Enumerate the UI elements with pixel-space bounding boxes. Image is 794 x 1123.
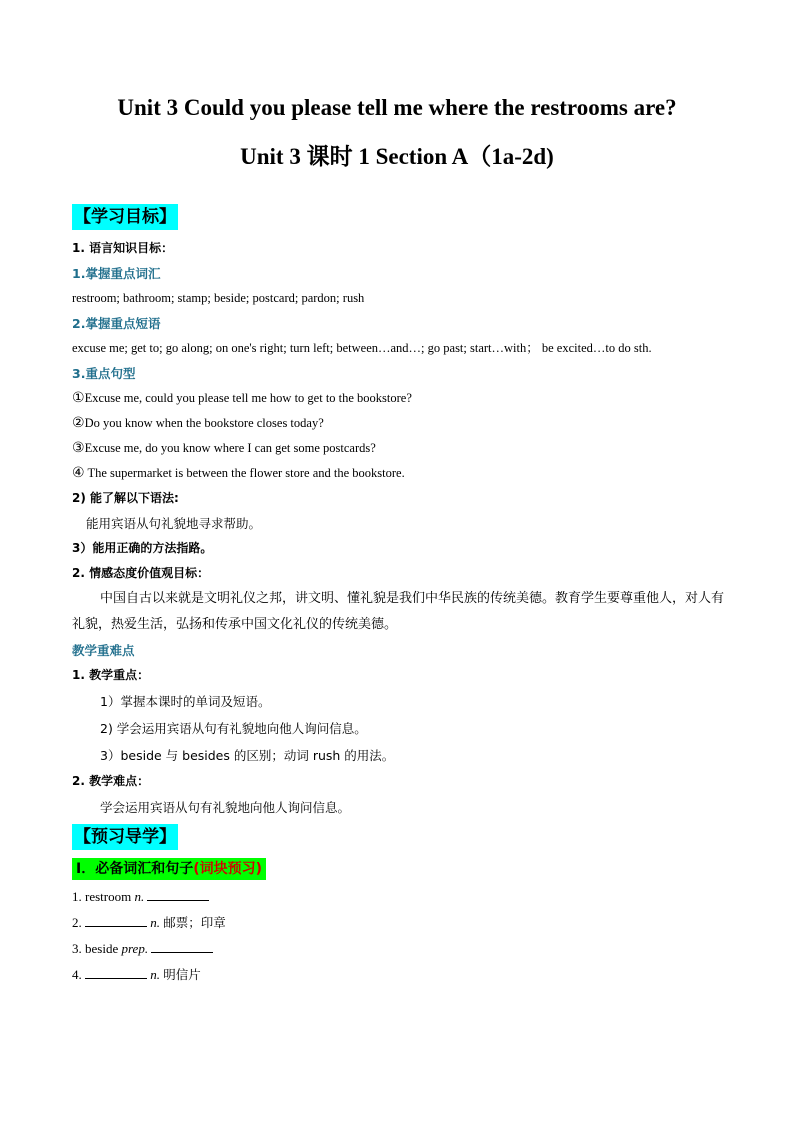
vocab-exercise xyxy=(72,884,732,988)
vocab-item: 3. beside prep. xyxy=(72,936,732,962)
section-heading-preview: 【预习导学】 xyxy=(72,824,178,850)
key-point-item: 3）beside 与 besides 的区别；动词 rush 的用法。 xyxy=(100,748,395,763)
vocab-heading: 1.掌握重点词汇 xyxy=(72,266,161,281)
sentence-item: ①Excuse me, could you please tell me how to get to the bookstore? xyxy=(72,390,412,406)
difficult-heading: 2. 教学难点： xyxy=(72,774,150,788)
sentence-item: ②Do you know when the bookstore closes today? xyxy=(72,415,324,431)
sentence-item: ③Excuse me, do you know where I can get some postcards? xyxy=(72,440,376,456)
section-heading-goals: 【学习目标】 xyxy=(72,204,178,230)
key-sentences xyxy=(72,386,732,486)
key-point-item: 2) 学会运用宾语从句有礼貌地向他人询问信息。 xyxy=(100,721,367,736)
vocab-item: 1. restroom n. xyxy=(72,884,732,910)
vocab-item: 4. n. 明信片 xyxy=(72,967,201,982)
answer-blank[interactable] xyxy=(151,941,213,953)
answer-blank[interactable] xyxy=(85,915,147,927)
sentences-heading: 3.重点句型 xyxy=(72,366,136,381)
phrases-heading: 2.掌握重点短语 xyxy=(72,316,161,331)
goal1-heading: 1. 语言知识目标： xyxy=(72,241,174,255)
emotion-heading: 2. 情感态度价值观目标： xyxy=(72,566,210,580)
answer-blank[interactable] xyxy=(85,967,147,979)
document-title: Unit 3 Could you please tell me where the restrooms are? xyxy=(117,95,677,120)
emotion-text: 中国自古以来就是文明礼仪之邦，讲文明、懂礼貌是我们中华民族的传统美德。教育学生要尊重他人，对人有礼貌，热爱生活，弘扬和传承中国文化礼仪的传统美德。 xyxy=(72,591,725,632)
answer-blank[interactable] xyxy=(147,889,209,901)
vocab-list: restroom; bathroom; stamp; beside; postcard; pardon; rush xyxy=(72,291,365,305)
key-difficult-heading: 教学重难点 xyxy=(72,643,135,658)
grammar-heading: 2) 能了解以下语法: xyxy=(72,491,179,505)
vocab-item: 2. n. 邮票；印章 xyxy=(72,915,226,930)
grammar-text: 能用宾语从句礼貌地寻求帮助。 xyxy=(86,516,262,531)
phrases-list: excuse me; get to; go along; on one's right; turn left; between…and…; go past; start…with； be excited…to do sth. xyxy=(72,341,652,355)
direction-heading: 3）能用正确的方法指路。 xyxy=(72,541,213,555)
document-subtitle: Unit 3 课时 1 Section A（1a-2d) xyxy=(240,144,554,169)
sentence-item: ④ The supermarket is between the flower store and the bookstore. xyxy=(72,465,405,481)
preview-subheading: Ⅰ．必备词汇和句子(词块预习) xyxy=(72,858,266,880)
difficult-text: 学会运用宾语从句有礼貌地向他人询问信息。 xyxy=(100,800,351,815)
key-point-item: 1）掌握本课时的单词及短语。 xyxy=(100,694,271,709)
key-points-heading: 1. 教学重点： xyxy=(72,668,150,682)
document-body xyxy=(72,204,732,988)
key-points-list xyxy=(72,688,732,769)
